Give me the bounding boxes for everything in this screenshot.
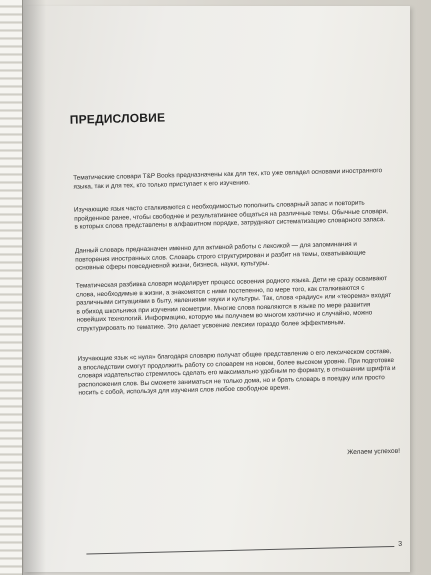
- paragraph-beginners: Изучающие язык «с нуля» благодаря словарю получат общее представление о его лексическом составе, а впоследствии смогут продолжить работу со словарем на новом, более высоком уровне. При подготовке словаря издательство стремилось сделать его максимально удобным по формату, в отношении шрифта и расположения слов. Вы сможете заниматься не только дома, но и брать словарь в поездку или просто носить с собой, используя для изучения слов любое свободное время.: [77, 347, 396, 397]
- page-content: [43, 0, 407, 575]
- paragraph-vocabulary-need: Изучающие язык часто сталкиваются с необходимостью пополнить словарный запас и повторить пройденное ранее, чтобы свободнее и результативнее общаться на различные темы. Обычные словари, в которых слова представлены в алфавитном порядке, затрудняют систематизацию словарного запаса.: [73, 199, 388, 231]
- spiral-binding: [0, 0, 23, 575]
- page-heading: ПРЕДИСЛОВИЕ: [69, 110, 166, 127]
- signoff-text: Желаем успехов!: [347, 447, 401, 457]
- paragraph-purpose: Данный словарь предназначен именно для активной работы с лексикой — для запоминания и повторения иностранных слов. Словарь строго структурирован и разбит на темы, охватывающие основные сферы повседневной жизни, бизнеса, науки, культуры.: [74, 240, 366, 272]
- paragraph-thematic-structure: Тематическая разбивка словаря моделирует процесс освоения родного языка. Дети не сразу осваивают слова, необходимые в жизни, а знакомятся с ними постепенно, по мере того, как сталкиваются с различными ситуациями в быту, явлениями науки и культуры. Так, слова «радиус» или «теорема» входят в обиход школьника при изучении геометрии. Многие слова появляются в языке по мере развития новейших технологий. Информацию, которую мы получаем во многом хаотично и случайно, можно структурировать по тематике. Это делает усвоение лексики гораздо более эффективным.: [75, 275, 392, 333]
- page-number: 3: [398, 540, 403, 548]
- footer-divider: [86, 546, 394, 555]
- paragraph-intro: Тематические словари T&P Books предназначены как для тех, кто уже овладел основами иностранного языка, так и для тех, кто только приступает к его изучению.: [73, 167, 383, 191]
- spine-shadow: [22, 0, 46, 575]
